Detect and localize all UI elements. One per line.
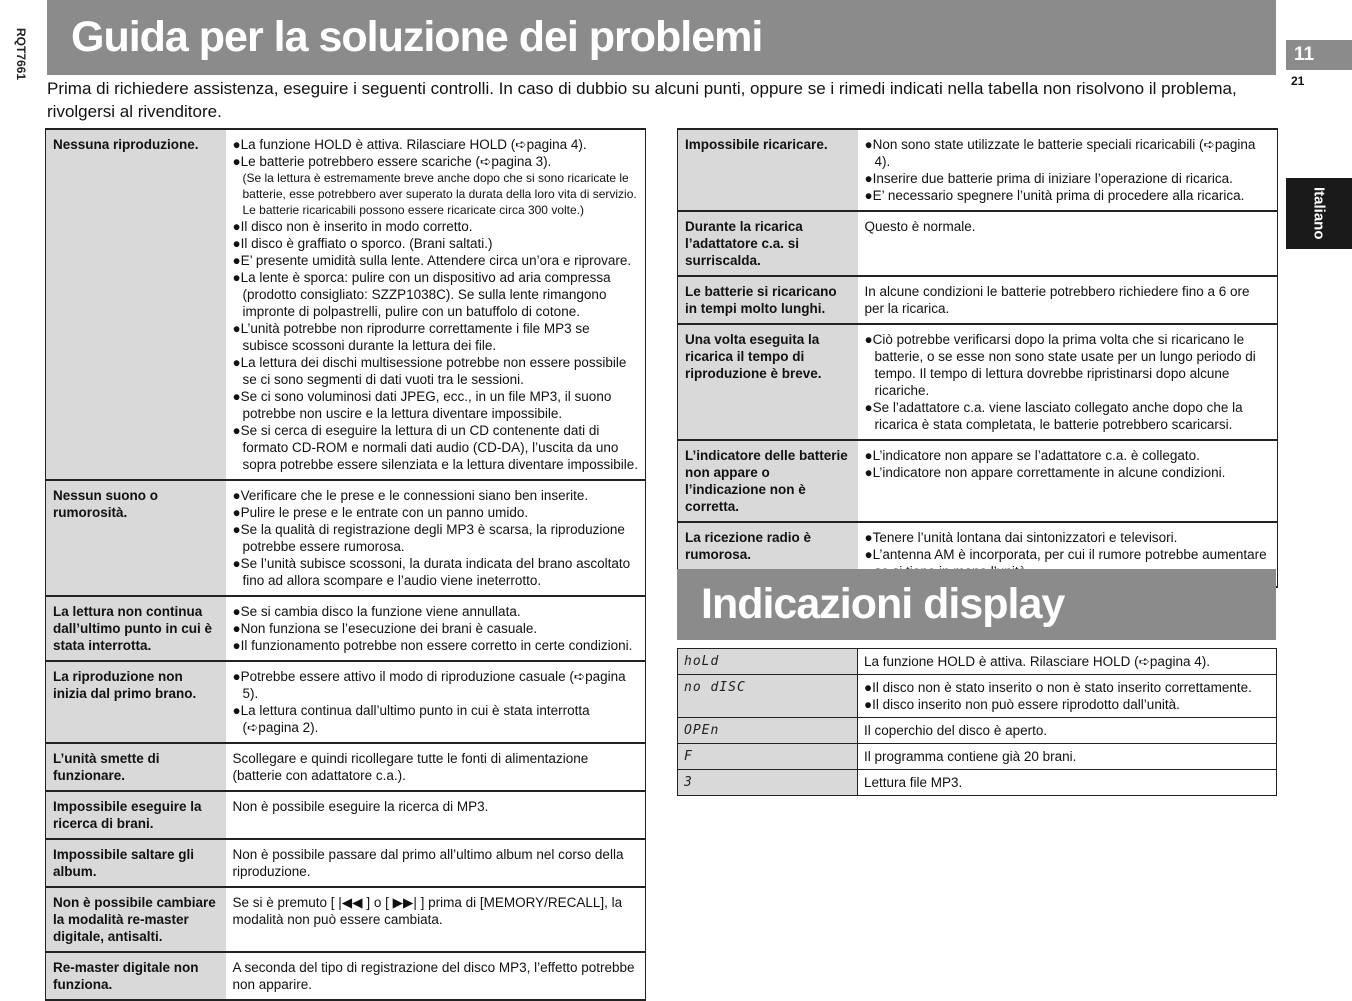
- table-row: [46, 743, 646, 791]
- remedy-line: ●Se si cerca di eseguire la lettura di un CD contenente dati di formato CD-ROM e normali dati audio (CD-DA), l’uscita da uno sopra potrebbe essere silenziata e la lettura diventare impossibile.: [232, 423, 638, 472]
- remedy-line: ●Tenere l’unità lontana dai sintonizzatori e televisori.: [864, 530, 1178, 545]
- display-code: no dISC: [678, 675, 858, 718]
- remedy-line: ●L’indicatore non appare correttamente in alcune condizioni.: [864, 465, 1226, 480]
- display-meaning: [858, 744, 1277, 770]
- symptom-cell: Le batterie si ricaricano in tempi molto lunghi.: [678, 276, 858, 324]
- remedy-cell: [226, 952, 646, 1000]
- troubleshooting-table-right: [677, 128, 1278, 588]
- table-row: [678, 129, 1278, 211]
- remedy-line: Questo è normale.: [864, 219, 976, 234]
- display-indications-table: [677, 648, 1277, 796]
- document-code: RQT7661: [14, 28, 28, 81]
- remedy-cell: [226, 480, 646, 596]
- remedy-cell: [226, 791, 646, 839]
- table-row: [46, 887, 646, 952]
- table-row: [46, 480, 646, 596]
- table-row: [678, 744, 1277, 770]
- language-tab-label: Italiano: [1310, 187, 1328, 240]
- remedy-line: In alcune condizioni le batterie potrebbero richiedere fino a 6 ore per la ricarica.: [864, 284, 1250, 316]
- remedy-line: ●Potrebbe essere attivo il modo di riproduzione casuale (➪pagina 5).: [232, 669, 626, 701]
- remedy-line: ●Se l’unità subisce scossoni, la durata indicata del brano ascoltato fino ad allora scompare e l’audio viene ineterrotto.: [232, 556, 631, 588]
- table-row: [678, 675, 1277, 718]
- display-section-title: Indicazioni display: [677, 569, 1276, 640]
- symptom-cell: Nessuna riproduzione.: [46, 129, 226, 480]
- table-row: [678, 211, 1278, 276]
- remedy-cell: [858, 129, 1278, 211]
- table-row: [678, 649, 1277, 675]
- remedy-line: ●Ciò potrebbe verificarsi dopo la prima volta che si ricaricano le batterie, o se esse non sono state usate per un lungo periodo di tempo. Il tempo di lettura dovrebbe ripristinarsi dopo alcune ricariche.: [864, 332, 1256, 398]
- remedy-line: ●Il disco è graffiato o sporco. (Brani saltati.): [232, 236, 493, 251]
- remedy-cell: [226, 839, 646, 887]
- table-row: [46, 661, 646, 743]
- display-code: F: [678, 744, 858, 770]
- table-row: [678, 440, 1278, 522]
- symptom-cell: Una volta eseguita la ricarica il tempo di riproduzione è breve.: [678, 324, 858, 440]
- remedy-line: Non è possibile eseguire la ricerca di MP3.: [232, 799, 489, 814]
- remedy-cell: [858, 211, 1278, 276]
- display-code: hoLd: [678, 649, 858, 675]
- remedy-line: ●L’indicatore non appare se l’adattatore c.a. è collegato.: [864, 448, 1200, 463]
- table-row: [46, 596, 646, 661]
- display-meaning: [858, 649, 1277, 675]
- table-row: [678, 770, 1277, 796]
- remedy-line: ●Se l’adattatore c.a. viene lasciato collegato anche dopo che la ricarica è stata completata, le batterie potrebbero scaricarsi.: [864, 400, 1243, 432]
- remedy-cell: [226, 661, 646, 743]
- remedy-line: ●La funzione HOLD è attiva. Rilasciare HOLD (➪pagina 4).: [232, 137, 587, 152]
- remedy-line: ●Non funziona se l’esecuzione dei brani è casuale.: [232, 621, 538, 636]
- remedy-line: ●Il funzionamento potrebbe non essere corretto in certe condizioni.: [232, 638, 633, 653]
- symptom-cell: Re-master digitale non funziona.: [46, 952, 226, 1000]
- remedy-line: A seconda del tipo di registrazione del disco MP3, l’effetto potrebbe non apparire.: [232, 960, 635, 992]
- remedy-line: ●E’ necessario spegnere l’unità prima di procedere alla ricarica.: [864, 188, 1245, 203]
- display-meaning-line: Il programma contiene già 20 brani.: [864, 749, 1077, 764]
- display-code: 3: [678, 770, 858, 796]
- display-meaning-line: ●Il disco non è stato inserito o non è stato inserito correttamente.: [864, 680, 1252, 695]
- display-code: OPEn: [678, 718, 858, 744]
- page-sub-number: 21: [1291, 74, 1305, 88]
- table-row: [46, 952, 646, 1000]
- remedy-line: ●Le batterie potrebbero essere scariche (➪pagina 3).: [232, 154, 552, 169]
- display-meaning-line: Lettura file MP3.: [864, 775, 963, 790]
- remedy-line: ●Inserire due batterie prima di iniziare l’operazione di ricarica.: [864, 171, 1233, 186]
- page-number: 11: [1286, 40, 1352, 70]
- symptom-cell: Impossibile eseguire la ricerca di brani.: [46, 791, 226, 839]
- remedy-line: ●Pulire le prese e le entrate con un panno umido.: [232, 505, 529, 520]
- remedy-line: ●Se la qualità di registrazione degli MP3 è scarsa, la riproduzione potrebbe essere rumorosa.: [232, 522, 625, 554]
- display-meaning-line: ●Il disco inserito non può essere riprodotto dall’unità.: [864, 697, 1180, 712]
- symptom-cell: La riproduzione non inizia dal primo brano.: [46, 661, 226, 743]
- symptom-cell: L’indicatore delle batterie non appare o l’indicazione non è corretta.: [678, 440, 858, 522]
- table-row: [46, 791, 646, 839]
- remedy-line: (Se la lettura è estremamente breve anche dopo che si sono ricaricate le batterie, esse potrebbero aver superato la durata della loro vita di servizio. Le batterie ricaricabili possono essere ricaricate circa 300 volte.): [242, 171, 637, 217]
- remedy-line: ●Verificare che le prese e le connessioni siano ben inserite.: [232, 488, 589, 503]
- table-row: [46, 129, 646, 480]
- table-row: [678, 718, 1277, 744]
- symptom-cell: La lettura non continua dall’ultimo punto in cui è stata interrotta.: [46, 596, 226, 661]
- remedy-line: ●L’unità potrebbe non riprodurre correttamente i file MP3 se subisce scossoni durante la lettura dei file.: [232, 321, 590, 353]
- remedy-line: ●Non sono state utilizzate le batterie speciali ricaricabili (➪pagina 4).: [864, 137, 1256, 169]
- symptom-cell: Impossibile saltare gli album.: [46, 839, 226, 887]
- remedy-line: ●E’ presente umidità sulla lente. Attendere circa un’ora e riprovare.: [232, 253, 632, 268]
- remedy-line: Se si è premuto [ |◀◀ ] o [ ▶▶| ] prima di [MEMORY/RECALL], la modalità non può essere cambiata.: [232, 895, 623, 927]
- table-row: [46, 839, 646, 887]
- symptom-cell: Non è possibile cambiare la modalità re-master digitale, antisalti.: [46, 887, 226, 952]
- symptom-cell: La ricezione radio è rumorosa.: [678, 522, 858, 587]
- remedy-cell: [858, 276, 1278, 324]
- symptom-cell: Durante la ricarica l’adattatore c.a. si surriscalda.: [678, 211, 858, 276]
- troubleshooting-table-left: [45, 128, 646, 1001]
- remedy-cell: [226, 596, 646, 661]
- remedy-line: ●La lettura continua dall’ultimo punto in cui è stata interrotta (➪pagina 2).: [232, 703, 590, 735]
- page-title: Guida per la soluzione dei problemi: [47, 0, 1276, 75]
- display-meaning-line: Il coperchio del disco è aperto.: [864, 723, 1048, 738]
- language-tab: [1286, 178, 1352, 249]
- display-meaning: [858, 675, 1277, 718]
- symptom-cell: L’unità smette di funzionare.: [46, 743, 226, 791]
- display-meaning-line: La funzione HOLD è attiva. Rilasciare HOLD (➪pagina 4).: [864, 654, 1210, 669]
- symptom-cell: Impossibile ricaricare.: [678, 129, 858, 211]
- table-row: [678, 276, 1278, 324]
- remedy-cell: [858, 324, 1278, 440]
- remedy-cell: [226, 887, 646, 952]
- display-meaning: [858, 718, 1277, 744]
- symptom-cell: Nessun suono o rumorosità.: [46, 480, 226, 596]
- table-row: [678, 324, 1278, 440]
- remedy-line: ●Se si cambia disco la funzione viene annullata.: [232, 604, 521, 619]
- remedy-line: Scollegare e quindi ricollegare tutte le fonti di alimentazione (batterie con adattatore c.a.).: [232, 751, 589, 783]
- remedy-line: ●La lente è sporca: pulire con un dispositivo ad aria compressa (prodotto consigliato: SZZP1038C). Se sulla lente rimangono impronte di polpastrelli, pulire con un batuffolo di cotone.: [232, 270, 611, 319]
- remedy-cell: [858, 440, 1278, 522]
- intro-paragraph: Prima di richiedere assistenza, eseguire i seguenti controlli. In caso di dubbio su alcuni punti, oppure se i rimedi indicati nella tabella non risolvono il problema, rivolgersi al rivenditore.: [47, 79, 1237, 121]
- remedy-line: Non è possibile passare dal primo all’ultimo album nel corso della riproduzione.: [232, 847, 624, 879]
- remedy-line: ●Se ci sono voluminosi dati JPEG, ecc., in un file MP3, il suono potrebbe non uscire e la lettura diventare impossibile.: [232, 389, 612, 421]
- remedy-line: ●L’antenna AM è incorporata, per cui il rumore potrebbe aumentare: [864, 547, 1267, 562]
- remedy-line: ●Il disco non è inserito in modo corretto.: [232, 219, 473, 234]
- remedy-line: ●La lettura dei dischi multisessione potrebbe non essere possibile se ci sono segmenti di dati vuoti tra le sessioni.: [232, 355, 627, 387]
- remedy-cell: [226, 743, 646, 791]
- remedy-cell: [226, 129, 646, 480]
- display-meaning: [858, 770, 1277, 796]
